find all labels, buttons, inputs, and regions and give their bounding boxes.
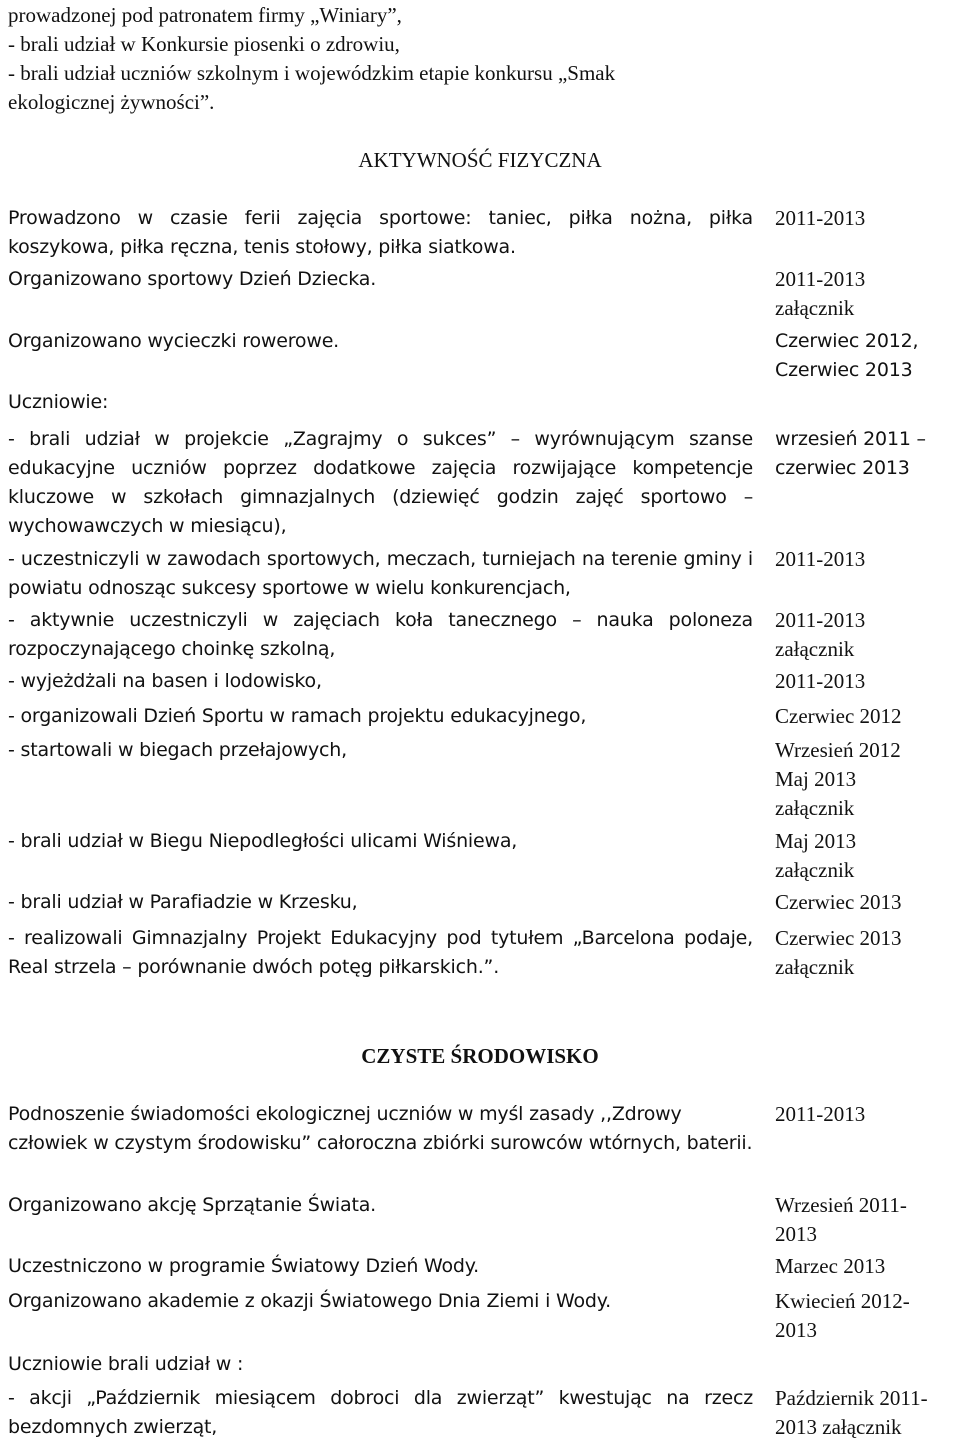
czyste-item-sprzatanie-date-1: Wrzesień 2011- xyxy=(775,1193,907,1217)
attachment-link[interactable]: załącznik xyxy=(775,796,855,820)
czyste-item-dzien-ziemi: Organizowano akademie z okazji Światowego Dnia Ziemi i Wody. xyxy=(8,1290,611,1312)
uczniowie-item-zawody-date: 2011-2013 xyxy=(775,547,866,571)
fizyczna-item-wycieczki-date-2: Czerwiec 2013 xyxy=(775,359,913,381)
intro-line-4: ekologicznej żywności”. xyxy=(8,90,215,114)
fizyczna-item-dzien-dziecka-date: 2011-2013 xyxy=(775,267,866,291)
czyste-item-pazdziernik-date-1: Październik 2011- xyxy=(775,1386,928,1410)
uczniowie-item-bieg-niepodleglosci: - brali udział w Biegu Niepodległości ulicami Wiśniewa, xyxy=(8,830,518,852)
attachment-link[interactable]: załącznik xyxy=(775,955,855,979)
section-heading-fizyczna: AKTYWNOŚĆ FIZYCZNA xyxy=(358,148,602,172)
czyste-item-swiadomosc: Podnoszenie świadomości ekologicznej uczniów w myśl zasady ,,Zdrowy człowiek w czystym środowisku” całoroczna zbiórki surowców wtórnych, baterii. xyxy=(8,1103,753,1154)
fizyczna-item-ferie: Prowadzono w czasie ferii zajęcia sportowe: taniec, piłka nożna, piłka koszykowa, piłka ręczna, tenis stołowy, piłka siatkowa. xyxy=(8,207,753,258)
attachment-link[interactable]: załącznik xyxy=(775,637,855,661)
intro-line-3: - brali udział uczniów szkolnym i wojewódzkim etapie konkursu „Smak xyxy=(8,61,616,85)
uczniowie-item-basen: - wyjeżdżali na basen i lodowisko, xyxy=(8,670,322,692)
fizyczna-item-dzien-dziecka: Organizowano sportowy Dzień Dziecka. xyxy=(8,268,377,290)
uczniowie-item-biegi: - startowali w biegach przełajowych, xyxy=(8,739,347,761)
czyste-item-dzien-ziemi-date-2: 2013 xyxy=(775,1318,817,1342)
uczniowie-item-projekt-barcelona-date: Czerwiec 2013 xyxy=(775,926,902,950)
uczniowie-item-zawody: - uczestniczyli w zawodach sportowych, meczach, turniejach na terenie gminy i powiatu odnosząc sukcesy sportowe w wielu konkurencjach, xyxy=(8,548,753,599)
uczniowie-item-dzien-sportu-date: Czerwiec 2012 xyxy=(775,704,902,728)
uczniowie-item-dzien-sportu: - organizowali Dzień Sportu w ramach projektu edukacyjnego, xyxy=(8,705,587,727)
uczniowie-item-zagrajmy-date-2: czerwiec 2013 xyxy=(775,457,910,479)
uczniowie-item-biegi-date-1: Wrzesień 2012 xyxy=(775,738,901,762)
attachment-link[interactable]: załącznik xyxy=(775,296,855,320)
czyste-item-sprzatanie-date-2: 2013 xyxy=(775,1222,817,1246)
uczniowie-item-parafiada-date: Czerwiec 2013 xyxy=(775,890,902,914)
intro-line-1: prowadzonej pod patronatem firmy „Winiary”, xyxy=(8,3,402,27)
uczniowie-item-bieg-niepodleglosci-date: Maj 2013 xyxy=(775,829,857,853)
uczniowie-item-zagrajmy: - brali udział w projekcie „Zagrajmy o sukces” – wyrównującym szanse edukacyjne uczniów poprzez dodatkowe zajęcia rozwijające kompetencje kluczowe w szkołach gimnazjalnych (dziewięć godzin zajęć sportowo – wychowawczych w miesiącu), xyxy=(8,428,753,537)
uczniowie-item-parafiada: - brali udział w Parafiadzie w Krzesku, xyxy=(8,891,358,913)
czyste-uczniowie-label: Uczniowie brali udział w : xyxy=(8,1353,244,1375)
uczniowie-item-zagrajmy-date-1: wrzesień 2011 – xyxy=(775,428,926,450)
czyste-item-swiadomosc-date: 2011-2013 xyxy=(775,1102,866,1126)
fizyczna-item-wycieczki-date-1: Czerwiec 2012, xyxy=(775,330,919,352)
czyste-item-pazdziernik: - akcji „Październik miesiącem dobroci dla zwierząt” kwestując na rzecz bezdomnych zwierząt, xyxy=(8,1387,753,1438)
czyste-item-dzien-wody: Uczestniczono w programie Światowy Dzień Wody. xyxy=(8,1255,479,1277)
section-heading-czyste: CZYSTE ŚRODOWISKO xyxy=(361,1044,599,1068)
fizyczna-item-wycieczki: Organizowano wycieczki rowerowe. xyxy=(8,330,340,352)
czyste-item-dzien-wody-date: Marzec 2013 xyxy=(775,1254,886,1278)
uczniowie-item-taniec-date: 2011-2013 xyxy=(775,608,866,632)
attachment-link[interactable]: załącznik xyxy=(775,858,855,882)
fizyczna-item-ferie-date: 2011-2013 xyxy=(775,206,866,230)
uczniowie-item-projekt-barcelona: - realizowali Gimnazjalny Projekt Edukacyjny pod tytułem „Barcelona podaje, Real strzela – porównanie dwóch potęg piłkarskich.”. xyxy=(8,927,753,978)
czyste-item-pazdziernik-date-2: 2013 załącznik xyxy=(775,1415,902,1439)
uczniowie-item-biegi-date-2: Maj 2013 xyxy=(775,767,857,791)
intro-line-2: - brali udział w Konkursie piosenki o zdrowiu, xyxy=(8,32,400,56)
uczniowie-label: Uczniowie: xyxy=(8,391,109,413)
czyste-item-dzien-ziemi-date-1: Kwiecień 2012- xyxy=(775,1289,910,1313)
uczniowie-item-basen-date: 2011-2013 xyxy=(775,669,866,693)
uczniowie-item-taniec: - aktywnie uczestniczyli w zajęciach koła tanecznego – nauka poloneza rozpoczynającego choinkę szkolną, xyxy=(8,609,753,660)
czyste-item-sprzatanie: Organizowano akcję Sprzątanie Świata. xyxy=(8,1194,376,1216)
